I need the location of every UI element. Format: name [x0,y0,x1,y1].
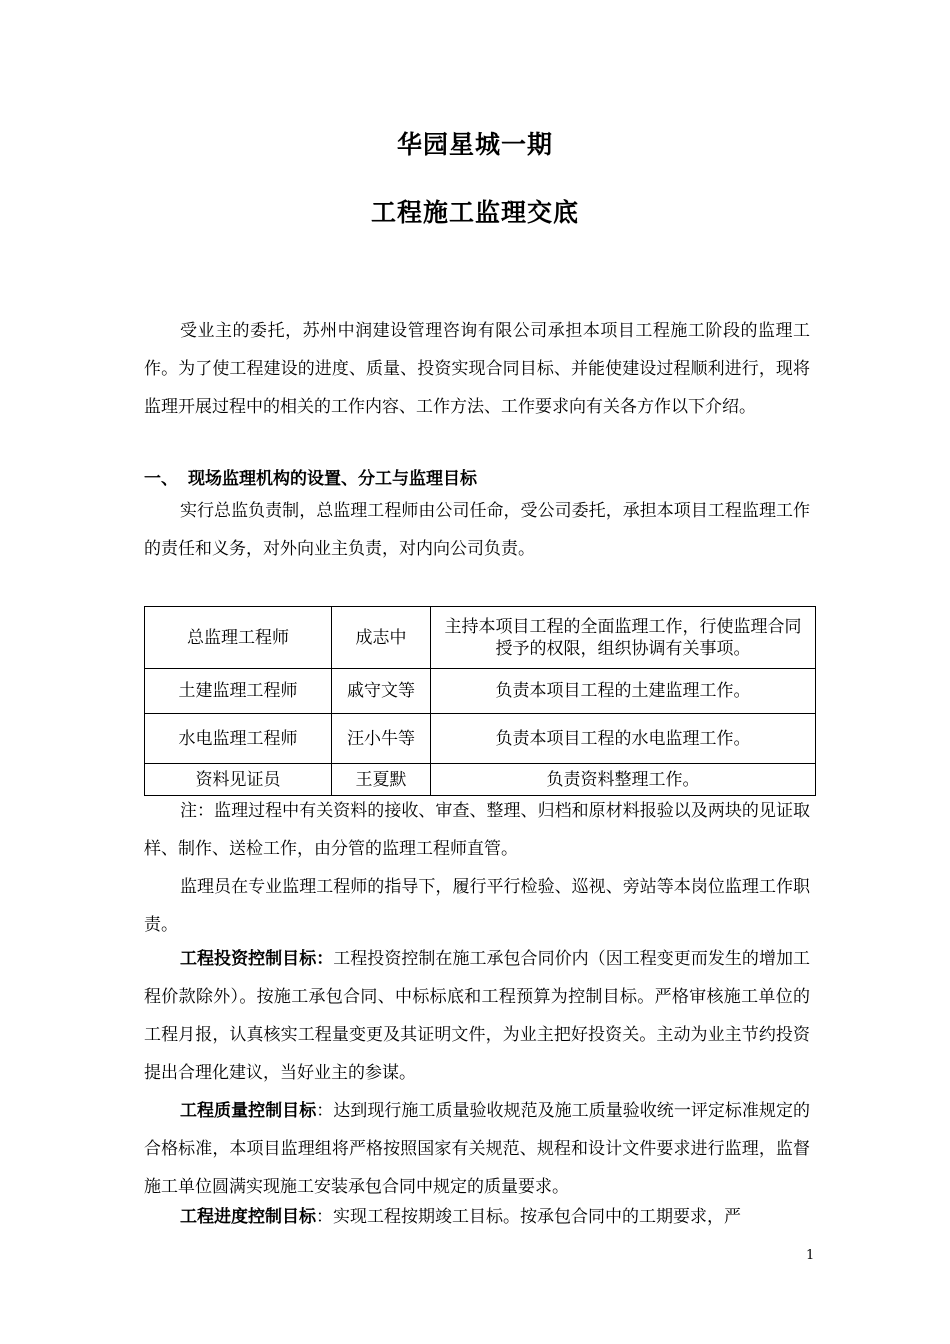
duty-cell: 负责本项目工程的水电监理工作。 [431,714,816,764]
supervisor-text: 监理员在专业监理工程师的指导下，履行平行检验、巡视、旁站等本岗位监理工作职责。 [144,877,810,935]
name-cell: 王夏默 [332,764,431,796]
intro-text: 受业主的委托，苏州中润建设管理咨询有限公司承担本项目工程施工阶段的监理工作。为了使工程建设的进度、质量、投资实现合同目标、并能使建设过程顺利进行，现将监理开展过程中的相关的工作内容、工作方法、工作要求向有关各方作以下介绍。 [144,321,810,417]
role-cell: 土建监理工程师 [145,669,332,714]
responsibility-paragraph [144,492,810,568]
quality-text: ：达到现行施工质量验收规范及施工质量验收统一评定标准规定的合格标准，本项目监理组将严格按照国家有关规范、规程和设计文件要求进行监理，监督施工单位圆满实现施工安装承包合同中规定的质量要求。 [144,1101,811,1197]
schedule-label: 工程进度控制目标 [180,1207,316,1227]
responsibility-text: 实行总监负责制，总监理工程师由公司任命，受公司委托，承担本项目工程监理工作的责任和义务，对外向业主负责，对内向公司负责。 [144,501,810,559]
note-text: 注：监理过程中有关资料的接收、审查、整理、归档和原材料报验以及两块的见证取样、制作、送检工作，由分管的监理工程师直管。 [144,801,810,859]
page-number: 1 [806,1248,815,1263]
note-paragraph [144,792,810,868]
name-cell: 成志中 [332,607,431,669]
name-cell: 汪小牛等 [332,714,431,764]
table-row [145,669,816,714]
duty-cell: 主持本项目工程的全面监理工作，行使监理合同授予的权限，组织协调有关事项。 [431,607,816,669]
role-cell: 总监理工程师 [145,607,332,669]
document-title: 华园星城一期 [396,130,553,159]
name-cell: 戚守文等 [332,669,431,714]
schedule-text: ：实现工程按期竣工目标。按承包合同中的工期要求，严 [316,1207,741,1227]
document-subtitle: 工程施工监理交底 [370,198,579,227]
section-number: 一、 [144,469,178,489]
supervisor-paragraph [144,868,810,944]
table-row [145,764,816,796]
section-title: 现场监理机构的设置、分工与监理目标 [188,469,477,489]
duty-cell: 负责本项目工程的土建监理工作。 [431,669,816,714]
quality-label: 工程质量控制目标 [180,1101,317,1121]
schedule-paragraph [144,1198,810,1236]
staff-table [144,606,816,796]
investment-label: 工程投资控制目标： [180,949,334,969]
quality-paragraph [144,1092,810,1206]
intro-paragraph [144,312,810,426]
table-row [145,714,816,764]
table-row [145,607,816,669]
investment-text: 工程投资控制在施工承包合同价内（因工程变更而发生的增加工程价款除外）。按施工承包合同、中标标底和工程预算为控制目标。严格审核施工单位的工程月报，认真核实工程量变更及其证明文件，为业主把好投资关。主动为业主节约投资提出合理化建议，当好业主的参谋。 [144,949,810,1083]
investment-paragraph [144,940,810,1092]
section-heading [144,464,477,489]
duty-cell: 负责资料整理工作。 [431,764,816,796]
role-cell: 资料见证员 [145,764,332,796]
role-cell: 水电监理工程师 [145,714,332,764]
